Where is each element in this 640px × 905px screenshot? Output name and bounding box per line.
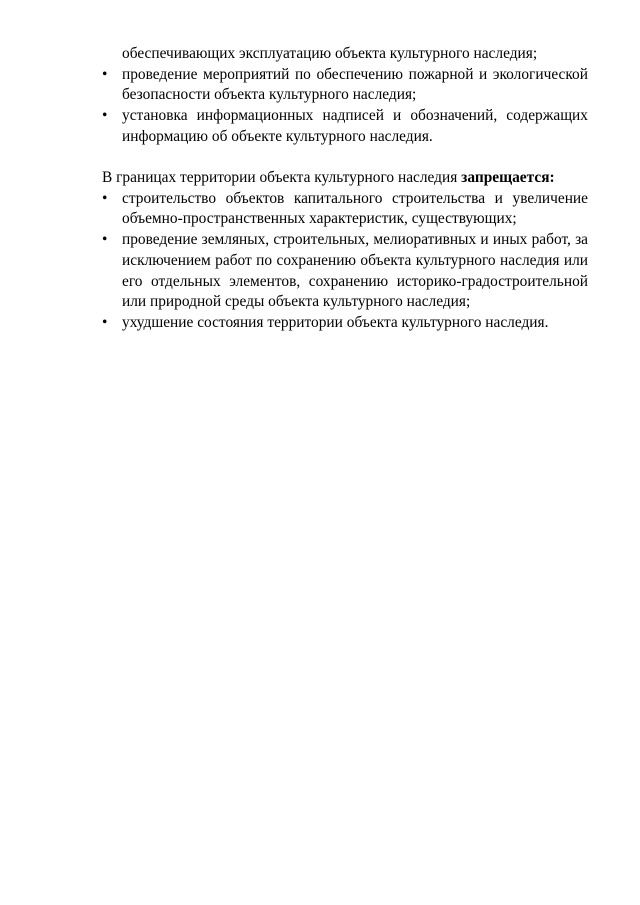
list-item [102, 313, 588, 334]
list-item-text: ухудшение состояния территории объекта культурного наследия. [122, 313, 549, 331]
list-item-text: проведение земляных, строительных, мелиоративных и иных работ, за исключением работ по сохранению объекта культурного наследия или его отдельных элементов, сохранению историко-градостроительной или природной среды объекта культурного наследия; [122, 231, 588, 311]
list-item [102, 65, 588, 106]
permitted-works-list [102, 65, 588, 148]
intro-text: В границах территории объекта культурного наследия [102, 169, 462, 186]
intro-bold-text: запрещается: [461, 169, 555, 186]
list-item [102, 230, 588, 313]
list-item [102, 106, 588, 147]
prohibited-works-list [102, 189, 588, 334]
section-permitted-continued [102, 44, 588, 148]
bullet-icon: • [102, 231, 108, 249]
list-item-text: установка информационных надписей и обозначений, содержащих информацию об объекте культурного наследия. [122, 107, 588, 145]
bullet-icon: • [102, 65, 108, 83]
list-item-text: проведение мероприятий по обеспечению пожарной и экологической безопасности объекта культурного наследия; [122, 65, 588, 104]
list-item [102, 189, 588, 230]
list-item-text: строительство объектов капитального строительства и увеличение объемно-пространственных характеристик, существующих; [122, 189, 588, 228]
prohibited-intro-paragraph [102, 168, 588, 189]
bullet-icon: • [102, 313, 108, 331]
bullet-icon: • [102, 189, 108, 207]
continued-list-line: обеспечивающих эксплуатацию объекта культурного наследия; [122, 45, 538, 62]
section-prohibited [102, 168, 588, 334]
bullet-icon: • [102, 107, 108, 125]
